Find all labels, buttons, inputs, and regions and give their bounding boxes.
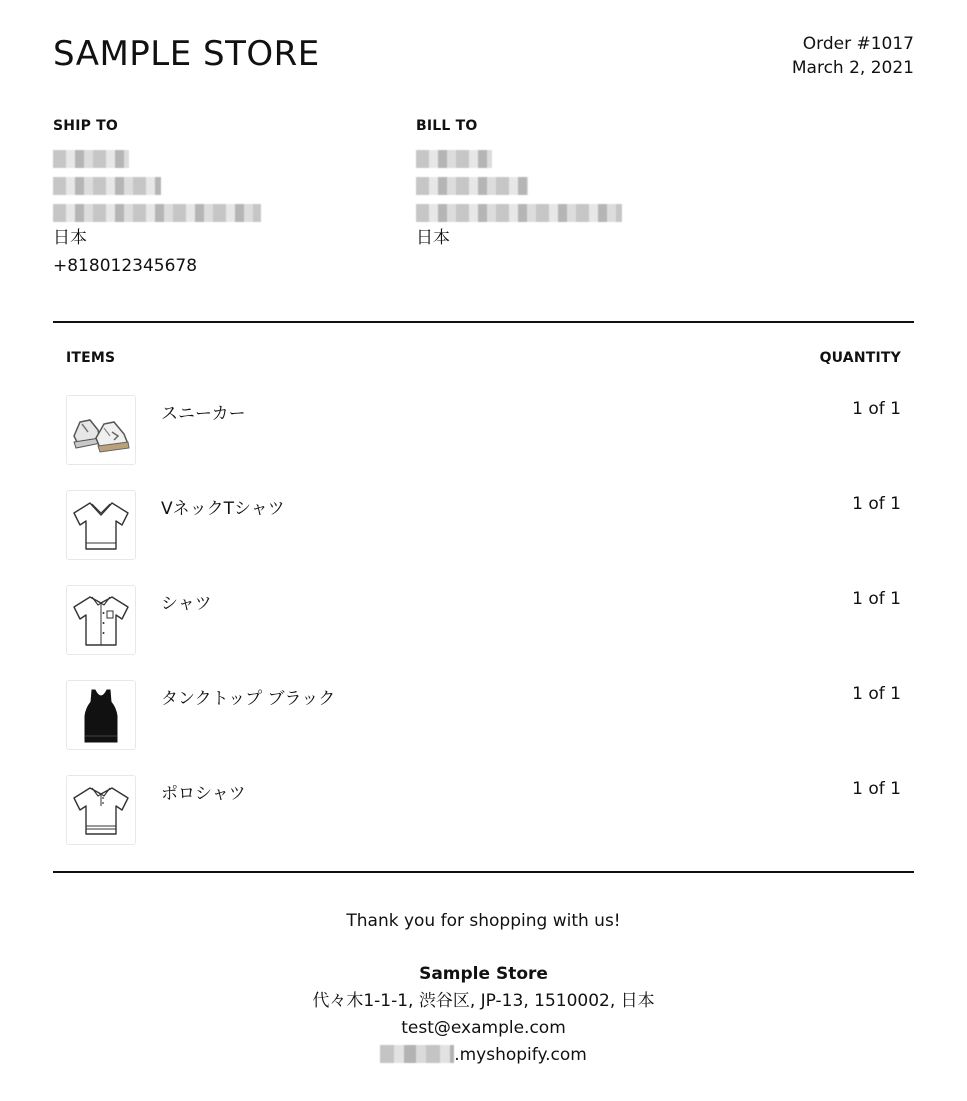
item-row <box>66 775 901 845</box>
item-quantity: 1 of 1 <box>852 399 901 419</box>
item-name: VネックTシャツ <box>161 499 285 519</box>
item-quantity: 1 of 1 <box>852 684 901 704</box>
tank-top-icon <box>70 686 132 744</box>
shirt-icon <box>70 591 132 649</box>
ship-to-heading: SHIP TO <box>53 118 118 134</box>
footer-domain <box>53 1042 914 1069</box>
item-name: ポロシャツ <box>161 784 246 804</box>
redacted-name <box>53 150 129 168</box>
quantity-column-header: QUANTITY <box>819 350 901 366</box>
polo-shirt-icon <box>70 782 132 838</box>
item-name: スニーカー <box>161 404 246 424</box>
product-thumbnail <box>66 585 136 655</box>
footer <box>53 908 914 1069</box>
vneck-tshirt-icon <box>70 497 132 553</box>
bill-to-country: 日本 <box>416 228 450 248</box>
item-quantity: 1 of 1 <box>852 494 901 514</box>
domain-suffix: .myshopify.com <box>454 1045 587 1065</box>
redacted-subdomain <box>380 1045 454 1063</box>
product-thumbnail <box>66 775 136 845</box>
redacted-name <box>416 150 492 168</box>
sneakers-icon <box>70 406 132 454</box>
order-meta <box>792 32 914 80</box>
ship-to-phone: +818012345678 <box>53 256 198 276</box>
item-row <box>66 680 901 750</box>
item-quantity: 1 of 1 <box>852 589 901 609</box>
order-number: Order #1017 <box>802 34 914 54</box>
store-title: SAMPLE STORE <box>53 34 320 74</box>
item-name: シャツ <box>161 594 212 614</box>
items-column-header: ITEMS <box>66 350 116 366</box>
ship-to-section <box>53 118 383 280</box>
bill-to-heading: BILL TO <box>416 118 478 134</box>
footer-store-name: Sample Store <box>419 964 548 984</box>
product-thumbnail <box>66 680 136 750</box>
item-quantity: 1 of 1 <box>852 779 901 799</box>
redacted-address-line <box>53 177 161 195</box>
order-date: March 2, 2021 <box>791 58 914 78</box>
footer-address: 代々木1-1-1, 渋谷区, JP-13, 1510002, 日本 <box>312 991 655 1011</box>
product-thumbnail <box>66 490 136 560</box>
item-row <box>66 585 901 655</box>
ship-to-country: 日本 <box>53 228 87 248</box>
item-row <box>66 395 901 465</box>
item-name: タンクトップ ブラック <box>161 689 336 709</box>
footer-email: test@example.com <box>401 1018 566 1038</box>
item-row <box>66 490 901 560</box>
divider-bottom <box>53 871 914 873</box>
redacted-address-line <box>416 177 528 195</box>
redacted-address-line <box>53 204 261 222</box>
bill-to-section <box>416 118 746 252</box>
thank-you-message: Thank you for shopping with us! <box>346 911 621 931</box>
product-thumbnail <box>66 395 136 465</box>
redacted-address-line <box>416 204 622 222</box>
divider-top <box>53 321 914 323</box>
